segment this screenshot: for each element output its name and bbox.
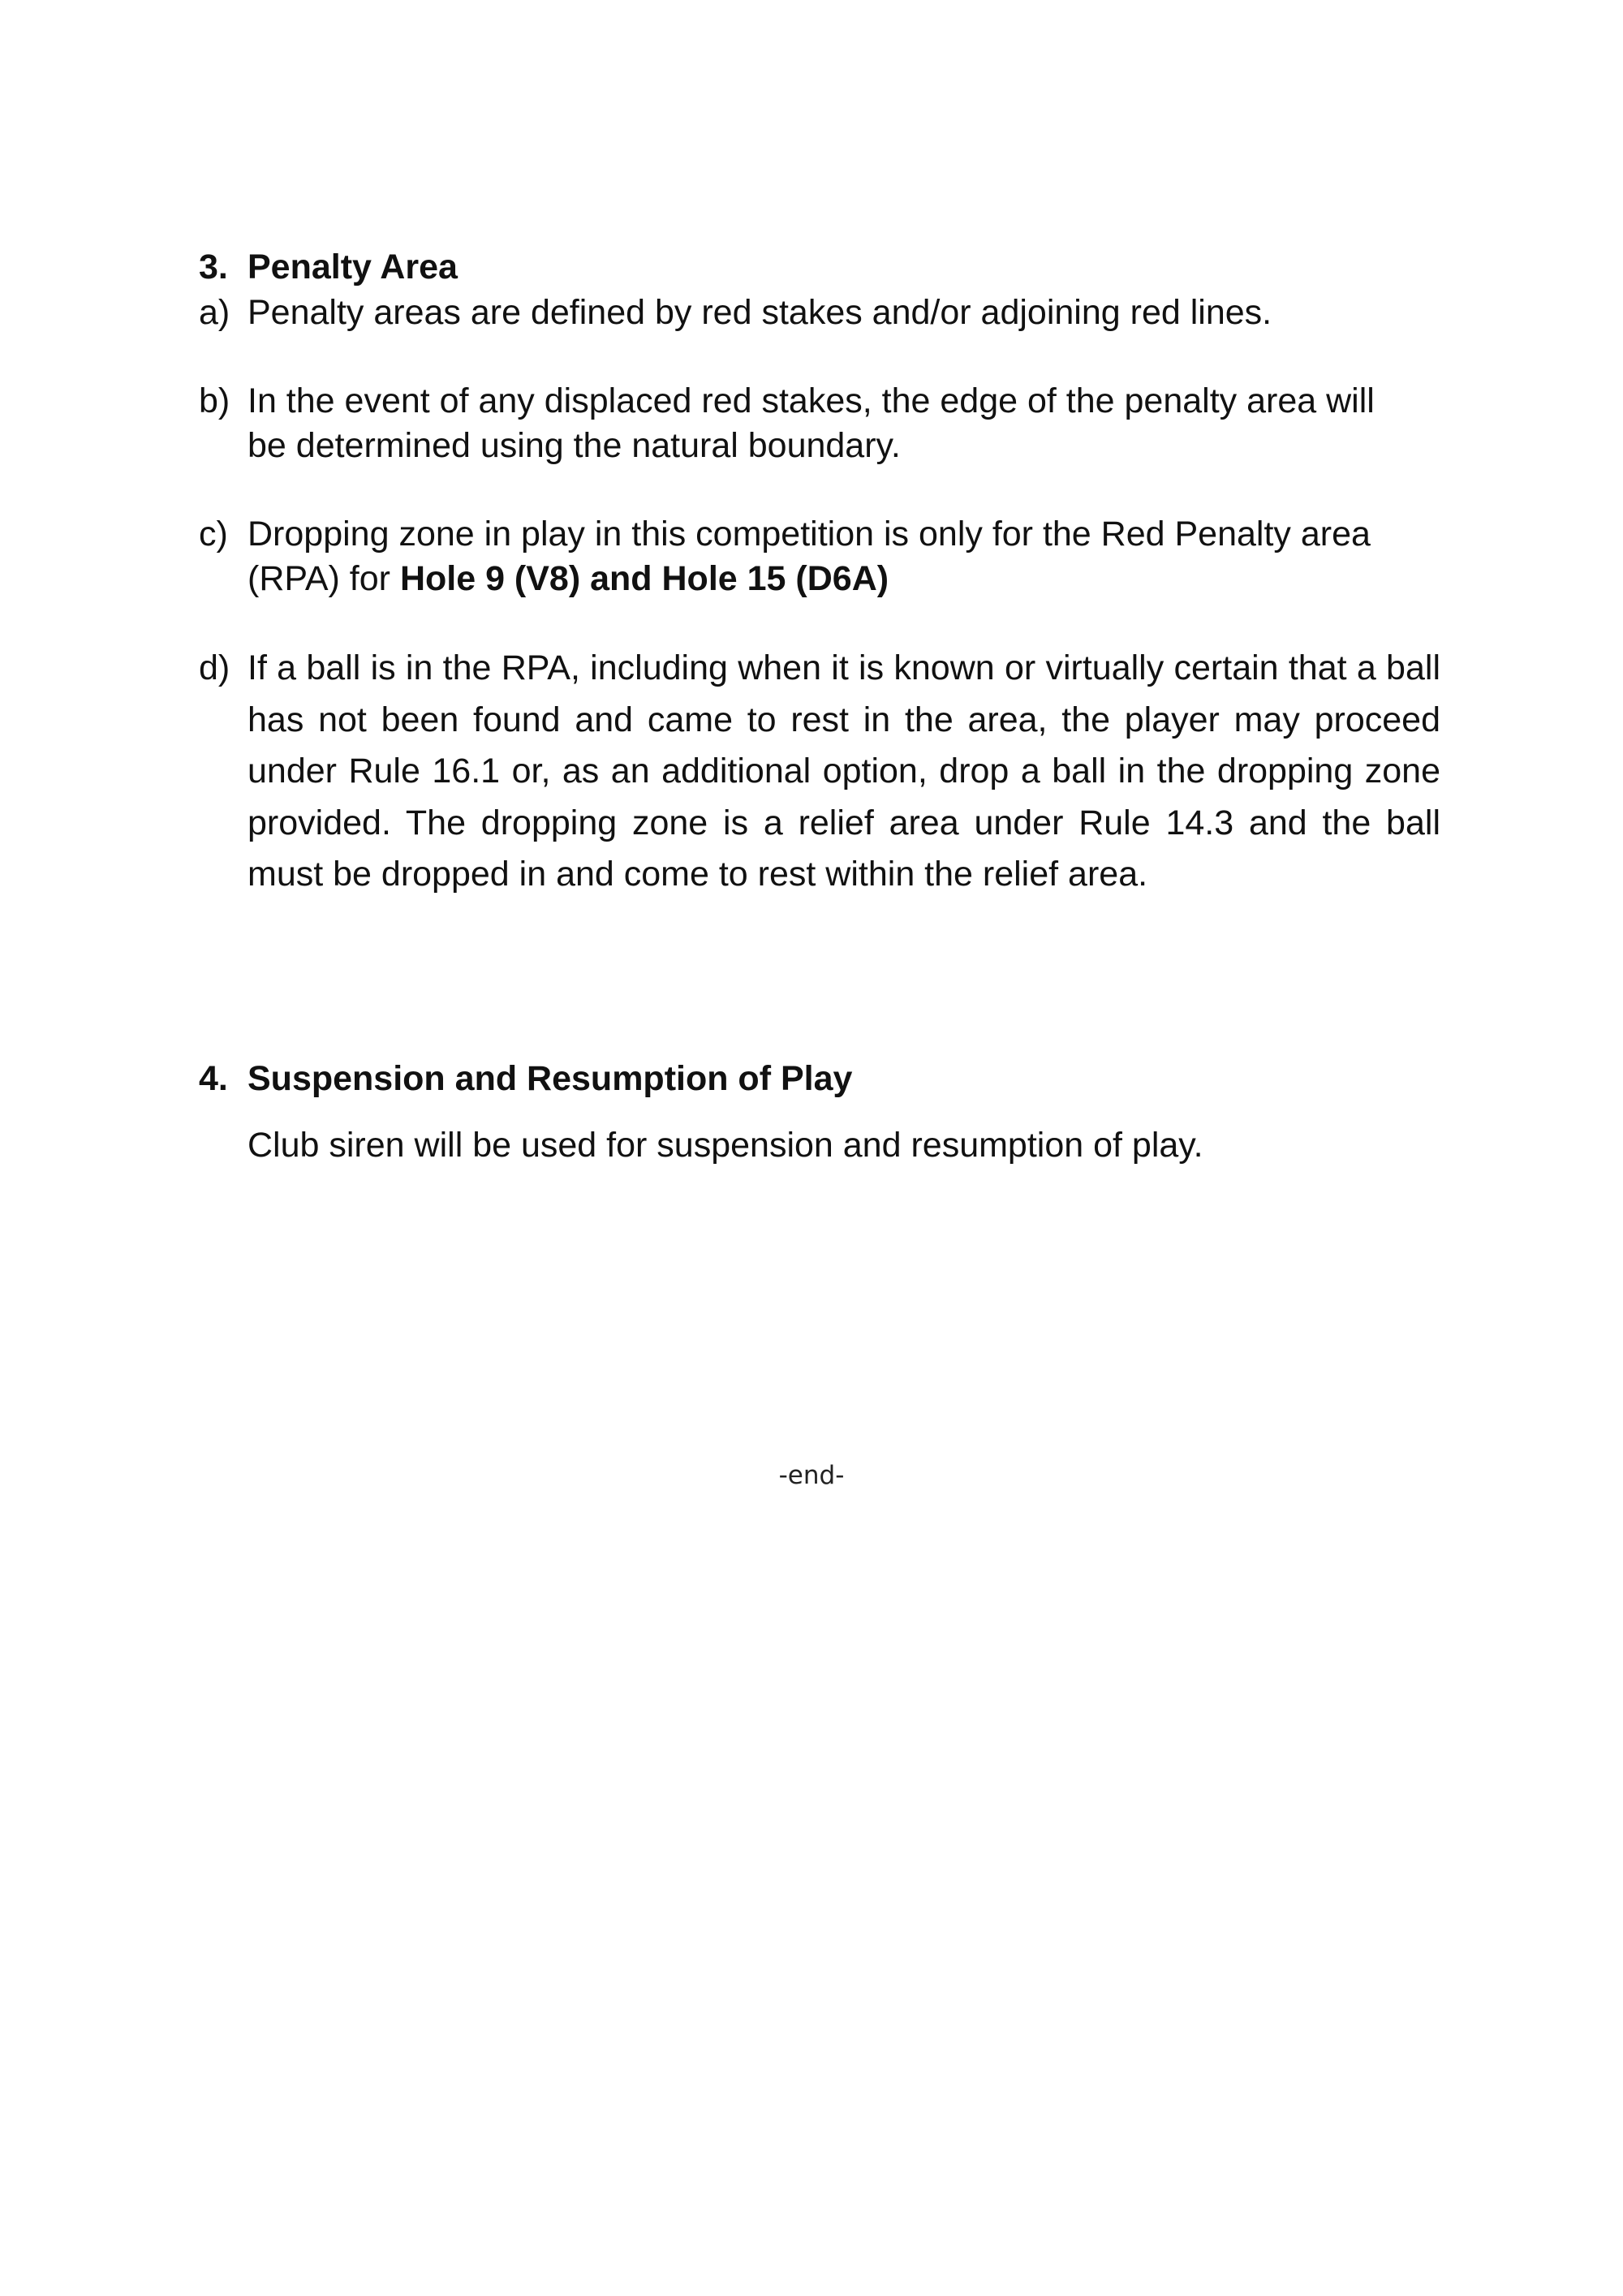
item-text: Dropping zone in play in this competition is only for the Red Penalty area (RPA) for xyxy=(248,515,1371,598)
item-label: a) xyxy=(199,293,230,332)
section-4-heading xyxy=(199,1057,1440,1101)
item-text: If a ball is in the RPA, including when it is known or virtually certain that a ball has not been found and came to rest in the area, the player may proceed under Rule 16.1 or, as an additional option, drop a ball in the dropping zone provided. The dropping zone is a relief area under Rule 14.3 and the ball must be dropped in and come to rest within the relief area. xyxy=(248,648,1440,894)
section-number: 3. xyxy=(199,248,228,286)
item-b xyxy=(199,379,1400,468)
item-a xyxy=(199,291,1440,335)
item-label: b) xyxy=(199,381,230,420)
item-text: Penalty areas are defined by red stakes and/or adjoining red lines. xyxy=(248,293,1272,332)
section-3-heading xyxy=(199,245,1440,290)
item-c xyxy=(199,512,1400,601)
item-d xyxy=(199,643,1440,901)
section-title: Penalty Area xyxy=(248,248,458,286)
section-text: Club siren will be used for suspension and resumption of play. xyxy=(248,1126,1203,1165)
section-title: Suspension and Resumption of Play xyxy=(248,1059,853,1098)
section-number: 4. xyxy=(199,1059,228,1098)
item-bold-text: Hole 9 (V8) and Hole 15 (D6A) xyxy=(399,559,889,598)
section-4-body xyxy=(199,1123,1440,1168)
item-label: d) xyxy=(199,648,230,687)
end-marker: -end- xyxy=(778,1461,845,1490)
item-label: c) xyxy=(199,515,228,554)
item-text: In the event of any displaced red stakes, the edge of the penalty area will be determined using the natural boundary. xyxy=(248,381,1375,465)
